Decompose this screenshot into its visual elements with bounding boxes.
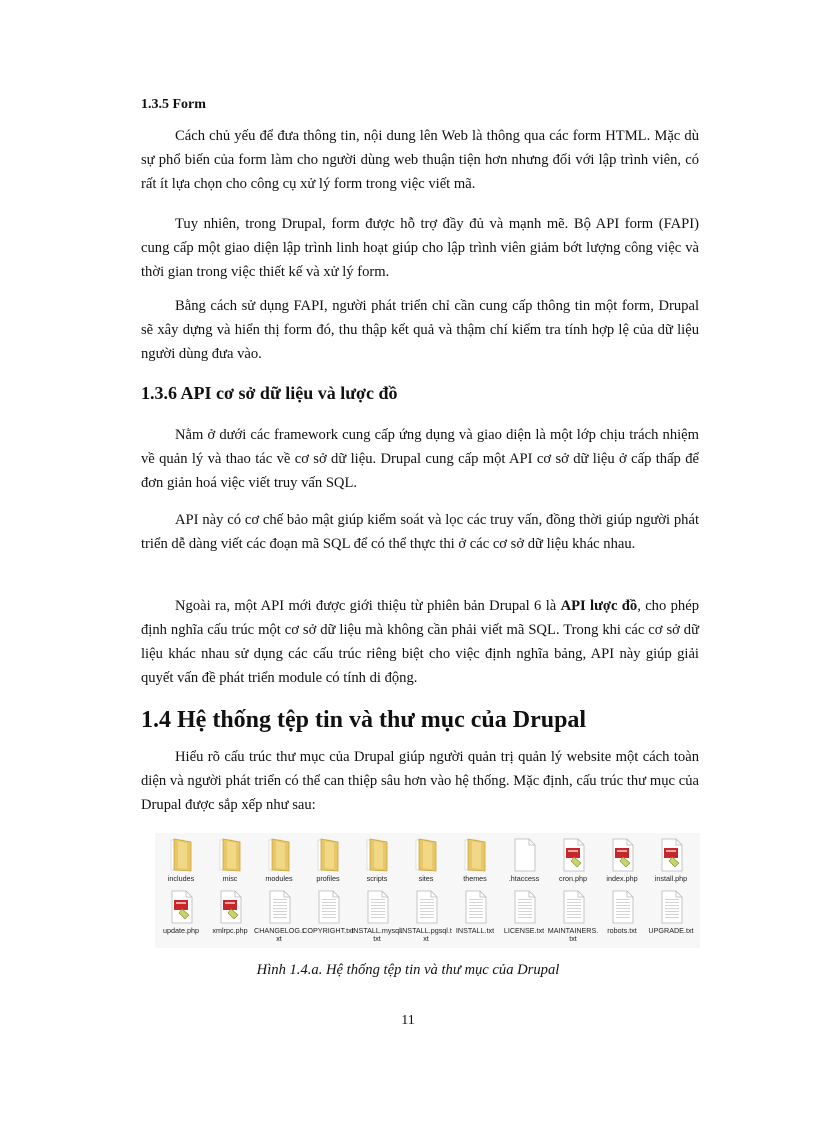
figure-caption: Hình 1.4.a. Hệ thống tệp tin và thư mục của Drupal: [256, 962, 560, 978]
file-name: install.php: [654, 874, 688, 883]
file-item[interactable]: [351, 889, 403, 943]
section-1-3-5-heading: 1.3.5 Form: [141, 97, 206, 112]
file-name: index.php: [606, 874, 638, 883]
section-1-3-6-paragraph-3: [141, 594, 699, 690]
api-schema-term: API lược đồ: [560, 598, 638, 614]
file-item[interactable]: [253, 837, 305, 883]
file-item[interactable]: [449, 837, 501, 883]
file-name: .htaccess: [508, 874, 540, 883]
text-file-icon: [655, 889, 687, 925]
file-name: INSTALL.pgsql.txt: [400, 926, 452, 943]
text-file-icon: [606, 889, 638, 925]
blank-file-icon: [508, 837, 540, 873]
file-name: COPYRIGHT.txt: [302, 926, 354, 935]
file-item[interactable]: [155, 837, 207, 883]
file-item[interactable]: [351, 837, 403, 883]
file-item[interactable]: [204, 837, 256, 883]
file-name: includes: [167, 874, 195, 883]
file-name: modules: [265, 874, 293, 883]
drupal-directory-figure: [155, 833, 700, 948]
file-name: LICENSE.txt: [503, 926, 545, 935]
file-item[interactable]: [400, 837, 452, 883]
php-file-icon: [214, 889, 246, 925]
file-item[interactable]: [547, 837, 599, 883]
text-file-icon: [361, 889, 393, 925]
file-item[interactable]: [302, 889, 354, 935]
section-1-3-6-heading: 1.3.6 API cơ sở dữ liệu và lược đồ: [141, 383, 398, 403]
file-item[interactable]: [596, 837, 648, 883]
folder-icon: [165, 837, 197, 873]
file-item[interactable]: [400, 889, 452, 943]
file-item[interactable]: [498, 837, 550, 883]
file-item[interactable]: [645, 889, 697, 935]
text-file-icon: [459, 889, 491, 925]
file-item[interactable]: [498, 889, 550, 935]
file-item[interactable]: [155, 889, 207, 935]
php-file-icon: [557, 837, 589, 873]
file-name: xmlrpc.php: [212, 926, 248, 935]
text-file-icon: [557, 889, 589, 925]
file-name: CHANGELOG.txt: [254, 926, 304, 943]
paragraph-text: , cho phép định nghĩa cấu trúc một cơ sở dữ liệu mà không cần phải viết mã SQL. Trong khi các cơ sở dữ liệu khác nhau sử dụng các cấu trúc riêng biệt cho việc định nghĩa bảng, API này giúp giải quyết vấn đề phát triển module có tính di động.: [141, 598, 699, 686]
file-item[interactable]: [596, 889, 648, 935]
section-1-3-6-paragraph-1: Nằm ở dưới các framework cung cấp ứng dụng và giao diện là một lớp chịu trách nhiệm về quản lý và thao tác về cơ sở dữ liệu. Drupal cung cấp một API cơ sở dữ liệu ở cấp thấp để đơn giản hoá việc viết truy vấn SQL.: [141, 427, 699, 491]
text-file-icon: [263, 889, 295, 925]
file-name: INSTALL.mysql.txt: [351, 926, 403, 943]
file-item[interactable]: [645, 837, 697, 883]
section-1-4-paragraph-1: Hiểu rõ cấu trúc thư mục của Drupal giúp người quản trị quản lý website một cách toàn diện và người phát triển có thể can thiệp sâu hơn vào hệ thống. Mặc định, cấu trúc thư mục của Drupal được sắp xếp như sau:: [141, 749, 699, 813]
section-1-4-heading: 1.4 Hệ thống tệp tin và thư mục của Drupal: [141, 707, 587, 733]
file-name: sites: [418, 874, 434, 883]
folder-icon: [312, 837, 344, 873]
file-name: scripts: [366, 874, 388, 883]
file-name: MAINTAINERS.txt: [547, 926, 599, 943]
file-name: UPGRADE.txt: [648, 926, 694, 935]
file-name: cron.php: [559, 874, 587, 883]
file-item[interactable]: [449, 889, 501, 935]
file-name: misc: [222, 874, 238, 883]
text-file-icon: [508, 889, 540, 925]
file-name: update.php: [163, 926, 199, 935]
text-file-icon: [410, 889, 442, 925]
folder-icon: [263, 837, 295, 873]
file-item[interactable]: [302, 837, 354, 883]
section-1-3-5-paragraph-1: Cách chủ yếu để đưa thông tin, nội dung lên Web là thông qua các form HTML. Mặc dù sự phổ biến của form làm cho người dùng web thuận tiện hơn nhưng đối với lập trình viên, có rất ít lựa chọn cho công cụ xử lý form trong việc viết mã.: [141, 128, 699, 192]
file-item[interactable]: [547, 889, 599, 943]
page-number: 11: [401, 1013, 415, 1028]
section-1-3-5-paragraph-3: Bằng cách sử dụng FAPI, người phát triển chỉ cần cung cấp thông tin một form, Drupal sẽ xây dựng và hiển thị form đó, thu thập kết quả và thậm chí kiểm tra tính hợp lệ của dữ liệu người dùng đưa vào.: [141, 298, 699, 362]
file-name: robots.txt: [607, 926, 637, 935]
section-1-3-6-paragraph-2: API này có cơ chế bảo mật giúp kiểm soát và lọc các truy vấn, đồng thời giúp người phát triển dễ dàng viết các đoạn mã SQL để có thể thực thi ở các cơ sở dữ liệu khác nhau.: [141, 512, 699, 552]
php-file-icon: [655, 837, 687, 873]
section-1-3-5-paragraph-2: Tuy nhiên, trong Drupal, form được hỗ trợ đầy đủ và mạnh mẽ. Bộ API form (FAPI) cung cấp một giao diện lập trình linh hoạt giúp cho lập trình viên giảm bớt lượng công việc và thời gian trong việc thiết kế và xử lý form.: [141, 216, 699, 280]
php-file-icon: [165, 889, 197, 925]
folder-icon: [214, 837, 246, 873]
folder-icon: [361, 837, 393, 873]
php-file-icon: [606, 837, 638, 873]
text-file-icon: [312, 889, 344, 925]
file-name: profiles: [316, 874, 340, 883]
folder-icon: [459, 837, 491, 873]
file-name: INSTALL.txt: [455, 926, 495, 935]
folder-icon: [410, 837, 442, 873]
file-name: themes: [463, 874, 487, 883]
file-item[interactable]: [253, 889, 305, 943]
file-item[interactable]: [204, 889, 256, 935]
paragraph-text: Ngoài ra, một API mới được giới thiệu từ phiên bản Drupal 6 là: [175, 598, 561, 614]
